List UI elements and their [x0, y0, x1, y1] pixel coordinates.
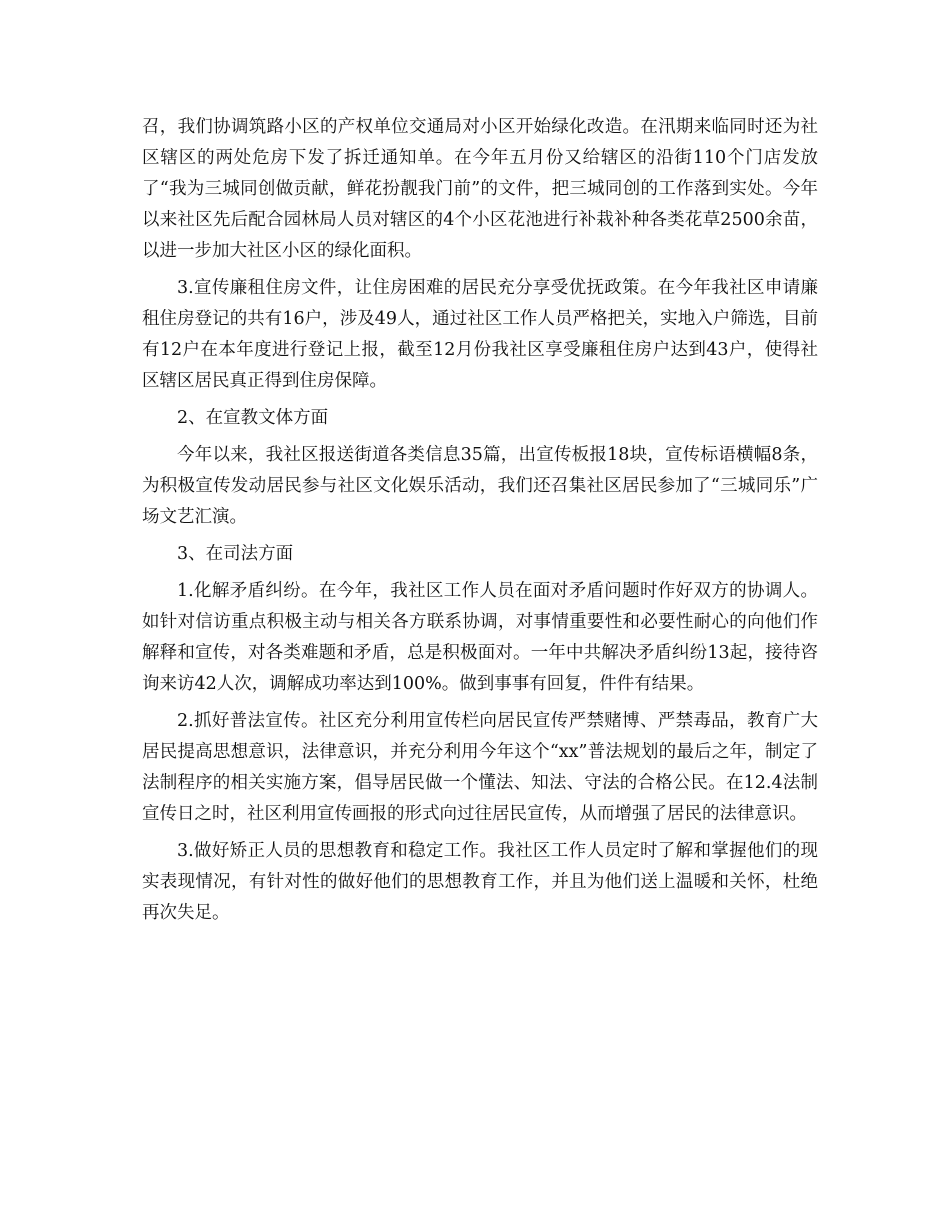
document-page [142, 112, 818, 935]
paragraph-correction-personnel: 3.做好矫正人员的思想教育和稳定工作。我社区工作人员定时了解和掌握他们的现实表现情况，有针对性的做好他们的思想教育工作，并且为他们送上温暖和关怀，杜绝再次失足。 [142, 841, 818, 923]
paragraph-greening-continued: 召，我们协调筑路小区的产权单位交通局对小区开始绿化改造。在汛期来临同时还为社区辖区的两处危房下发了拆迁通知单。在今年五月份又给辖区的沿街110个门店发放了“我为三城同创做贡献，鲜花扮靓我门前”的文件，把三城同创的工作落到实处。今年以来社区先后配合园林局人员对辖区的4个小区花池进行补栽补种各类花草2500余苗，以进一步加大社区小区的绿化面积。 [142, 117, 818, 261]
paragraph-legal-publicity: 2.抓好普法宣传。社区充分利用宣传栏向居民宣传严禁赌博、严禁毒品，教育广大居民提高思想意识，法律意识，并充分利用今年这个“xx”普法规划的最后之年，制定了法制程序的相关实施方案，倡导居民做一个懂法、知法、守法的合格公民。在12.4法制宣传日之时，社区利用宣传画报的形式向过往居民宣传，从而增强了居民的法律意识。 [142, 711, 818, 824]
paragraph-propaganda-culture: 今年以来，我社区报送街道各类信息35篇，出宣传板报18块，宣传标语横幅8条，为积极宣传发动居民参与社区文化娱乐活动，我们还召集社区居民参加了“三城同乐”广场文艺汇演。 [142, 445, 818, 527]
paragraph-resolve-disputes: 1.化解矛盾纠纷。在今年，我社区工作人员在面对矛盾问题时作好双方的协调人。如针对信访重点积极主动与相关各方联系协调，对事情重要性和必要性耐心的向他们作解释和宣传，对各类难题和矛盾，总是积极面对。一年中共解决矛盾纠纷13起，接待咨询来访42人次，调解成功率达到100%。做到事事有回复，件件有结果。 [142, 581, 818, 694]
section-heading-judicial: 3、在司法方面 [177, 544, 294, 564]
paragraph-low-rent-housing: 3.宣传廉租住房文件，让住房困难的居民充分享受优抚政策。在今年我社区申请廉租住房登记的共有16户，涉及49人，通过社区工作人员严格把关，实地入户筛选，目前有12户在本年度进行登记上报，截至12月份我社区享受廉租住房户达到43户，使得社区辖区居民真正得到住房保障。 [142, 278, 818, 391]
section-heading-propaganda-culture: 2、在宣教文体方面 [177, 408, 329, 428]
